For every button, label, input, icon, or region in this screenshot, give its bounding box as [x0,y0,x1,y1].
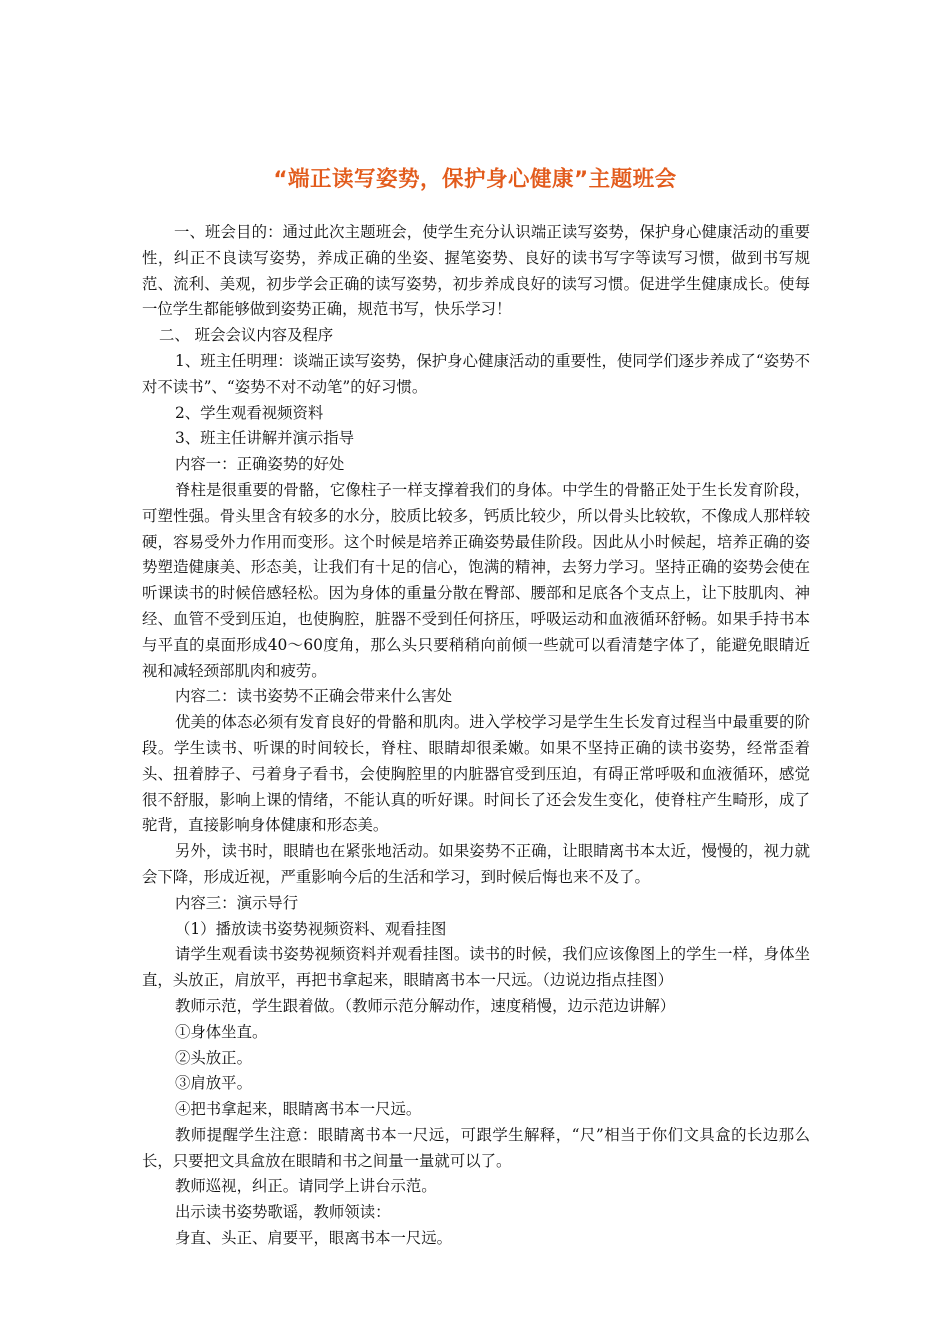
paragraph-purpose: 一、班会目的：通过此次主题班会，使学生充分认识端正读写姿势，保护身心健康活动的重要性，纠正不良读写姿势，养成正确的坐姿、握笔姿势、良好的读书写字等读写习惯，做到书写规范、流利、美观，初步学会正确的读写姿势，初步养成良好的读写习惯。促进学生健康成长。使每一位学生都能够做到姿势正确，规范书写，快乐学习！ [142,223,810,319]
list-item: ②头放正。 [175,1048,252,1067]
paragraph-content-1-heading: 内容一：正确姿势的好处 [175,455,345,474]
paragraph-teacher-patrol: 教师巡视，纠正。请同学上讲台示范。 [175,1177,437,1196]
paragraph-section-heading: 二、 班会会议内容及程序 [159,326,334,345]
list-item: ③肩放平。 [175,1074,252,1093]
document-title: “端正读写姿势，保护身心健康”主题班会 [273,167,677,192]
paragraph-content-2-extra: 另外，读书时，眼睛也在紧张地活动。如果姿势不正确，让眼睛离书本太近，慢慢的，视力就会下降，形成近视，严重影响今后的生活和学习，到时候后悔也来不及了。 [142,842,810,886]
paragraph-content-2-heading: 内容二：读书姿势不正确会带来什么害处 [175,687,453,706]
paragraph-content-1-body: 脊柱是很重要的骨骼，它像柱子一样支撑着我们的身体。中学生的骨骼正处于生长发育阶段，可塑性强。骨头里含有较多的水分，胶质比较多，钙质比较少，所以骨头比较软，不像成人那样较硬，容易受外力作用而变形。这个时候是培养正确姿势最佳阶段。因此从小时候起，培养正确的姿势塑造健康美、形态美，让我们有十足的信心，饱满的精神，去努力学习。坚持正确的姿势会使在听课读书的时候倍感轻松。因为身体的重量分散在臀部、腰部和足底各个支点上，让下肢肌肉、神经、血管不受到压迫，也使胸腔，脏器不受到任何挤压，呼吸运动和血液循环舒畅。如果手持书本与平直的桌面形成40～60度角，那么头只要稍稍向前倾一些就可以看清楚字体了，能避免眼睛近视和减轻颈部肌肉和疲劳。 [142,480,810,680]
document-body [142,220,810,1252]
paragraph-content-3-step-1: （1）播放读书姿势视频资料、观看挂图 [175,919,447,938]
paragraph-teacher-reminder: 教师提醒学生注意：眼睛离书本一尺远，可跟学生解释，“尺”相当于你们文具盒的长边那么长，只要把文具盒放在眼睛和书之间量一量就可以了。 [142,1125,810,1170]
paragraph-content-2-body: 优美的体态必须有发育良好的骨骼和肌肉。进入学校学习是学生生长发育过程当中最重要的阶段。学生读书、听课的时间较长，脊柱、眼睛却很柔嫩。如果不坚持正确的读书姿势，经常歪着头、扭着脖子、弓着身子看书，会使胸腔里的内脏器官受到压迫，有碍正常呼吸和血液循环，感觉很不舒服，影响上课的情绪，不能认真的听好课。时间长了还会发生变化，使脊柱产生畸形，成了驼背，直接影响身体健康和形态美。 [142,713,810,835]
paragraph-teacher-demo: 教师示范，学生跟着做。（教师示范分解动作，速度稍慢，边示范边讲解） [175,996,676,1015]
paragraph-song-intro: 出示读书姿势歌谣，教师领读： [175,1203,391,1222]
paragraph-step-2: 2、学生观看视频资料 [175,403,324,422]
list-item: ④把书拿起来，眼睛离书本一尺远。 [175,1100,422,1119]
paragraph-content-3-instruction: 请学生观看读书姿势视频资料并观看挂图。读书的时候，我们应该像图上的学生一样，身体坐直，头放正，肩放平，再把书拿起来，眼睛离书本一尺远。（边说边指点挂图） [142,945,810,990]
paragraph-content-3-heading: 内容三：演示导行 [175,893,299,912]
paragraph-song-line: 身直、头正、肩要平，眼离书本一尺远。 [175,1229,453,1248]
paragraph-step-1: 1、班主任明理：谈端正读写姿势，保护身心健康活动的重要性，使同学们逐步养成了“姿势不对不读书”、“姿势不对不动笔”的好习惯。 [142,351,810,396]
paragraph-step-3: 3、班主任讲解并演示指导 [175,429,355,448]
list-item: ①身体坐直。 [175,1022,268,1041]
